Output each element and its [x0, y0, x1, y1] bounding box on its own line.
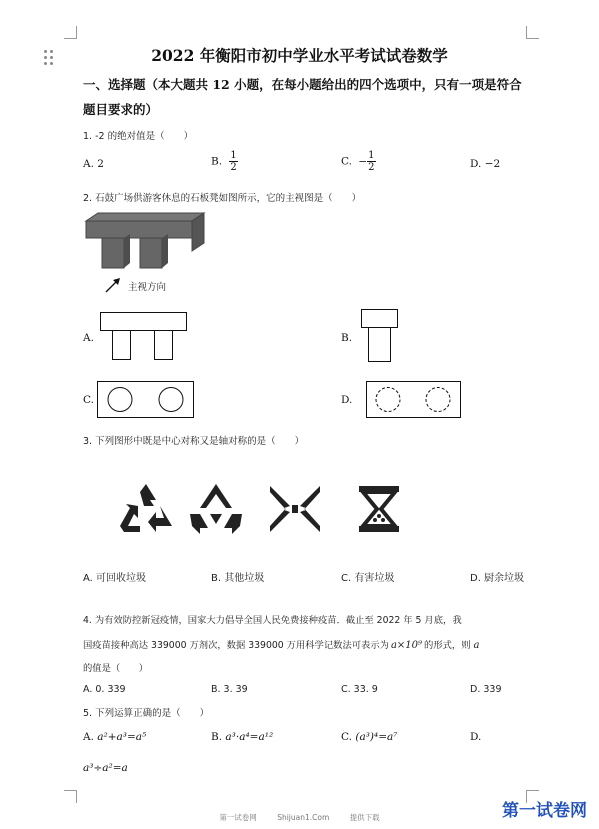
- q5-option-c: C. (a³)⁴=a⁷: [341, 731, 398, 743]
- q1-option-d: D. −2: [470, 158, 501, 170]
- q2-option-d-label: D.: [341, 394, 353, 406]
- q2-option-d-figure: [366, 381, 466, 421]
- view-direction-label: 主视方向: [128, 282, 167, 293]
- view-direction-arrow-icon: [104, 276, 122, 294]
- q2-option-c-label: C.: [83, 394, 94, 406]
- footer-note: 提供下载: [349, 813, 380, 822]
- q1-option-a: A. 2: [83, 158, 104, 170]
- section-heading-cont: 题目要求的）: [83, 102, 159, 117]
- footer-site-name: 第一试卷网: [219, 813, 257, 822]
- question-4-stem-line1: 4. 为有效防控新冠疫情，国家大力倡导全国人民免费接种疫苗．截止至 2022 年 5 月底，我: [83, 615, 462, 626]
- q2-option-b-label: B.: [341, 332, 353, 344]
- footer-domain: Shijuan1.Com: [277, 813, 330, 822]
- brand-watermark-logo: 第一试卷网: [502, 801, 587, 821]
- q3-option-a: A. 可回收垃圾: [83, 573, 147, 584]
- q4-option-b: B. 3. 39: [211, 684, 248, 695]
- question-3-stem: 3. 下列图形中既是中心对称又是轴对称的是（ ）: [83, 436, 305, 447]
- q1-option-b: B. $\frac{1}{2}$: [211, 150, 237, 173]
- q5-option-d-label: D.: [470, 731, 482, 743]
- q4-option-c: C. 33. 9: [341, 684, 378, 695]
- question-2-stem: 2. 石鼓广场供游客休息的石板凳如图所示，它的主视图是（ ）: [83, 193, 362, 204]
- q3-option-d: D. 厨余垃圾: [470, 573, 525, 584]
- stone-bench-figure: [86, 213, 206, 273]
- corner-mark-bottom-left: [64, 790, 77, 803]
- question-4-stem-line2: 国疫苗接种高达 339000 万剂次，数据 339000 万用科学记数法可表示为 a×10⁹ 的形式，则 a: [83, 640, 480, 651]
- q5-option-d-expr: a³÷a²=a: [83, 762, 128, 774]
- question-5-stem: 5. 下列运算正确的是（ ）: [83, 708, 210, 719]
- kitchen-waste-icon: [355, 484, 403, 534]
- hazardous-waste-icon: [266, 484, 324, 534]
- other-waste-icon: [186, 482, 246, 534]
- q5-option-a: A. a²+a³=a⁵: [83, 731, 147, 743]
- q4-option-d: D. 339: [470, 684, 502, 695]
- q2-option-a-label: A.: [83, 332, 94, 344]
- corner-mark-top-right: [526, 26, 539, 39]
- q5-option-b: B. a³·a⁴=a¹²: [211, 731, 274, 743]
- q3-option-c: C. 有害垃圾: [341, 573, 395, 584]
- q2-option-a-figure: [100, 312, 190, 362]
- q2-option-b-figure: [361, 309, 401, 365]
- page-title: 2022 年衡阳市初中学业水平考试试卷数学: [151, 46, 448, 65]
- question-4-stem-line3: 的值是（ ）: [83, 663, 149, 674]
- q2-option-c-figure: [97, 381, 197, 421]
- corner-mark-top-left: [64, 26, 77, 39]
- q4-option-a: A. 0. 339: [83, 684, 126, 695]
- recycle-icon: [116, 482, 176, 534]
- question-1-stem: 1. -2 的绝对值是（ ）: [83, 131, 194, 142]
- q1-option-c: C. − $\frac{1}{2}$: [341, 150, 375, 173]
- section-heading: 一、选择题（本大题共 12 小题，在每小题给出的四个选项中，只有一项是符合: [83, 77, 522, 92]
- q3-option-b: B. 其他垃圾: [211, 573, 265, 584]
